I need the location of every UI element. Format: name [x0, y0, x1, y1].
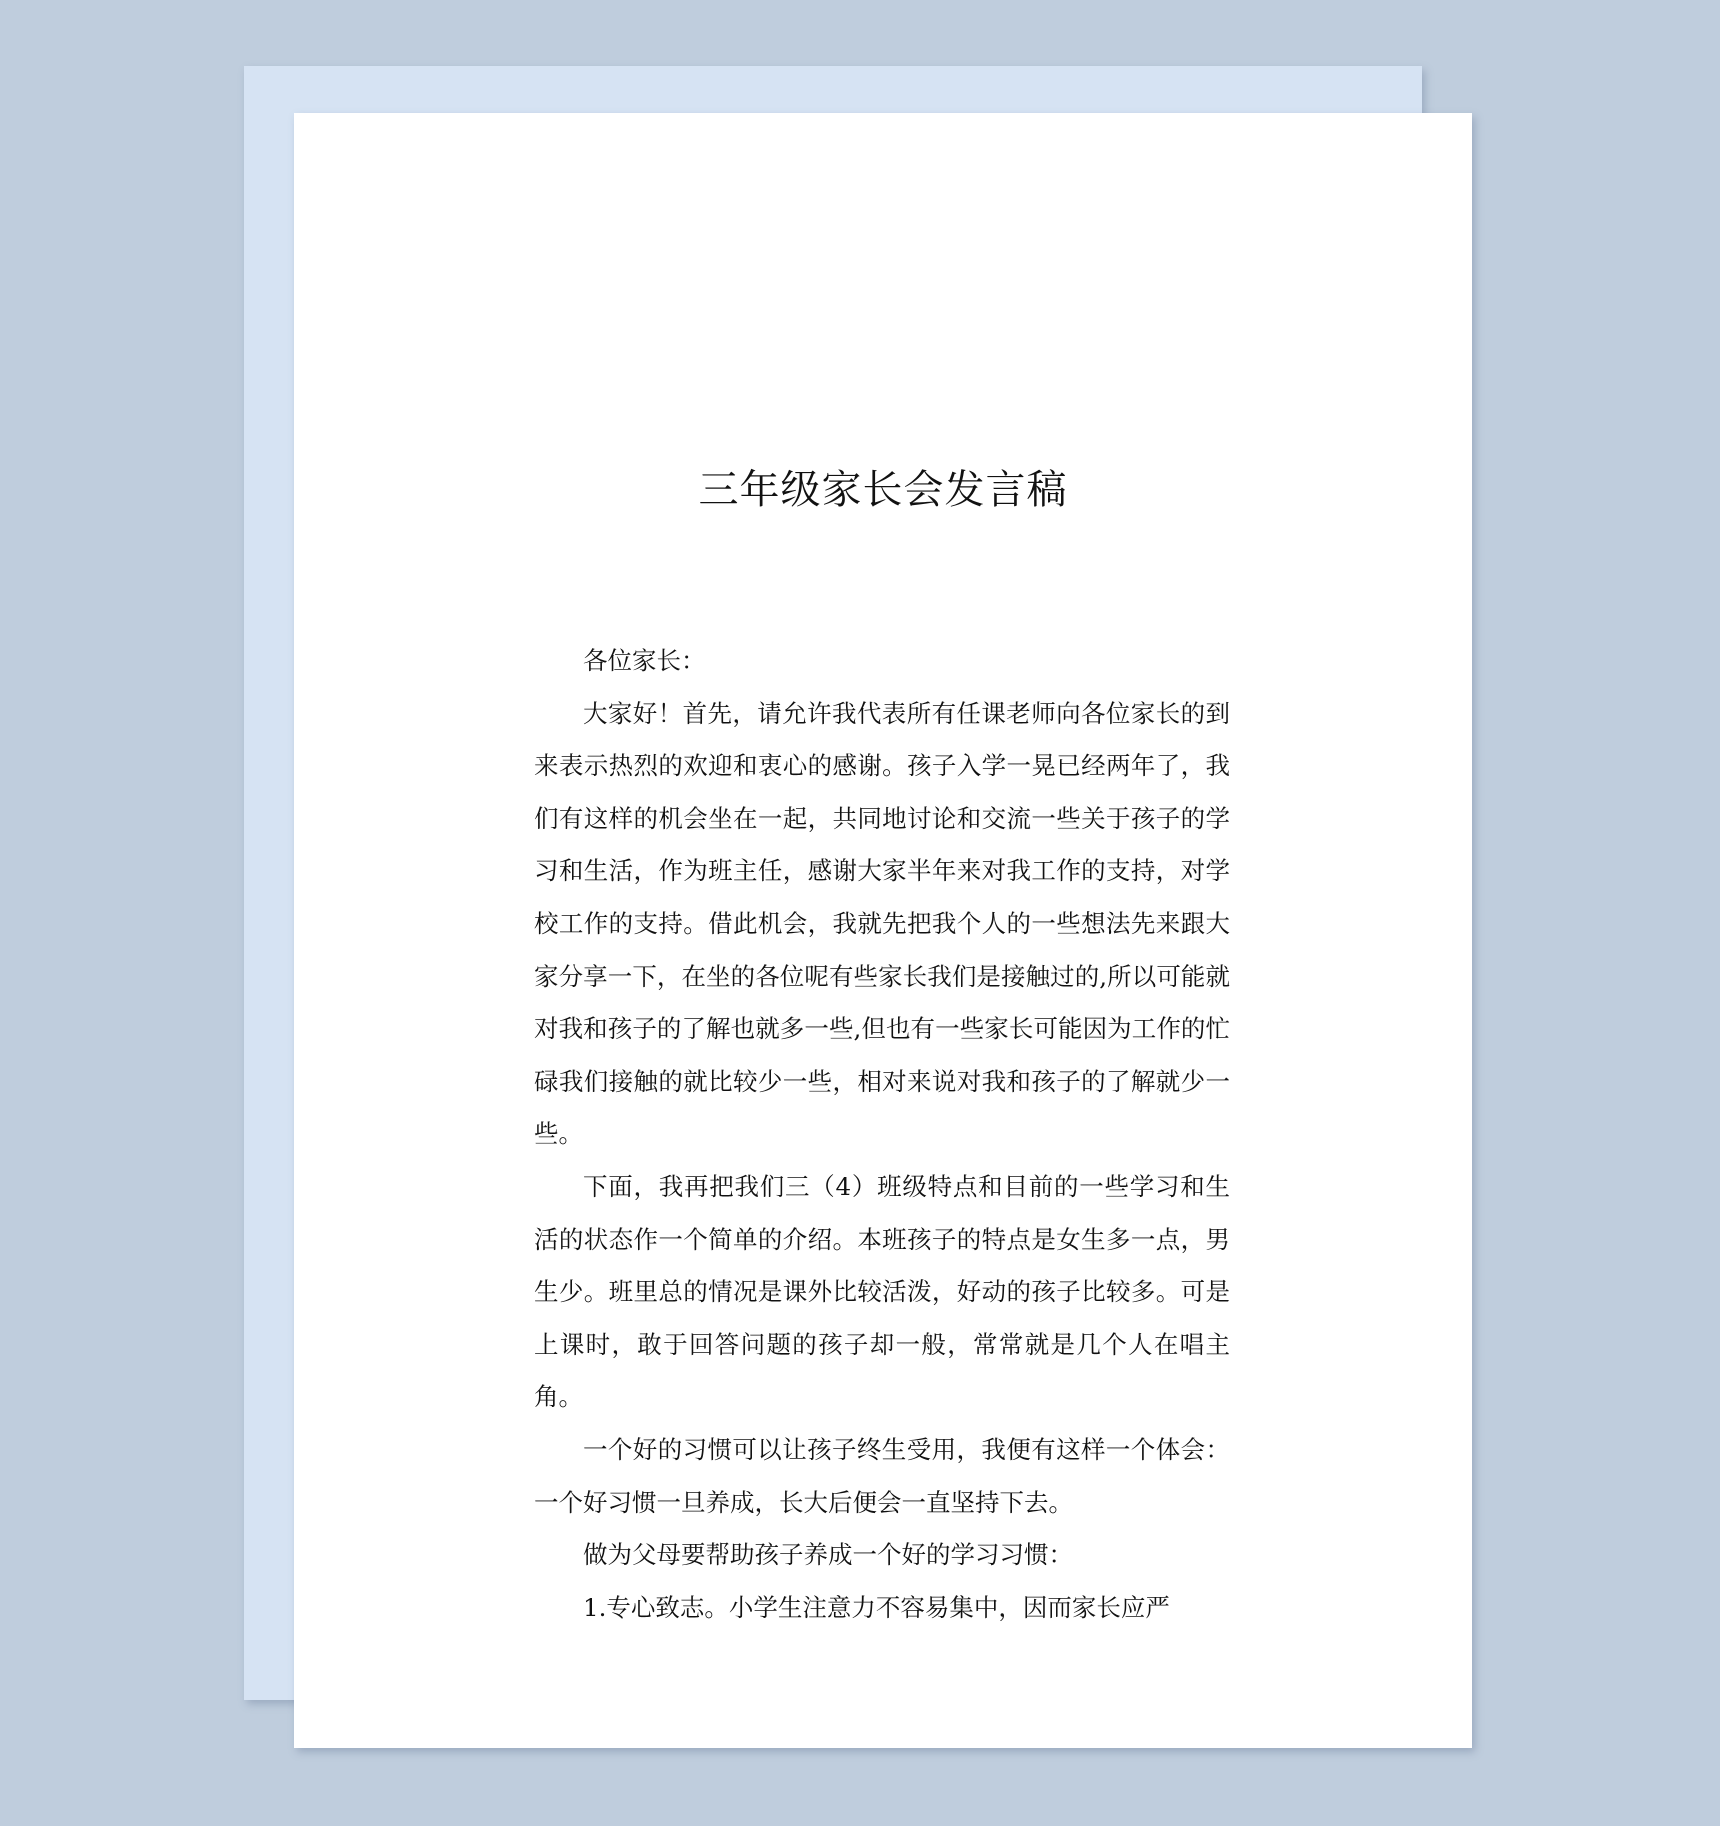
- document-body: [534, 635, 1230, 1634]
- list-item-paragraph: 1.专心致志。小学生注意力不容易集中，因而家长应严: [583, 1592, 1170, 1622]
- intro-paragraph: 大家好！首先，请允许我代表所有任课老师向各位家长的到来表示热烈的欢迎和衷心的感谢。孩子入学一晃已经两年了，我们有这样的机会坐在一起，共同地讨论和交流一些关于孩子的学习和生活，作为班主任，感谢大家半年来对我工作的支持，对学校工作的支持。借此机会，我就先把我个人的一些想法先来跟大家分享一下，在坐的各位呢有些家长我们是接触过的,所以可能就对我和孩子的了解也就多一些,但也有一些家长可能因为工作的忙碌我们接触的就比较少一些，相对来说对我和孩子的了解就少一些。: [534, 698, 1230, 1149]
- class-overview-paragraph: 下面，我再把我们三（4）班级特点和目前的一些学习和生活的状态作一个简单的介绍。本班孩子的特点是女生多一点，男生少。班里总的情况是课外比较活泼，好动的孩子比较多。可是上课时，敢于回答问题的孩子却一般，常常就是几个人在唱主角。: [534, 1171, 1230, 1412]
- habit-paragraph: 一个好的习惯可以让孩子终生受用，我便有这样一个体会：一个好习惯一旦养成，长大后便会一直坚持下去。: [534, 1434, 1230, 1517]
- document-title: 三年级家长会发言稿: [698, 467, 1068, 513]
- document-page: [294, 113, 1472, 1748]
- salutation-paragraph: 各位家长：: [583, 646, 706, 675]
- parent-advice-paragraph: 做为父母要帮助孩子养成一个好的学习习惯：: [583, 1540, 1073, 1570]
